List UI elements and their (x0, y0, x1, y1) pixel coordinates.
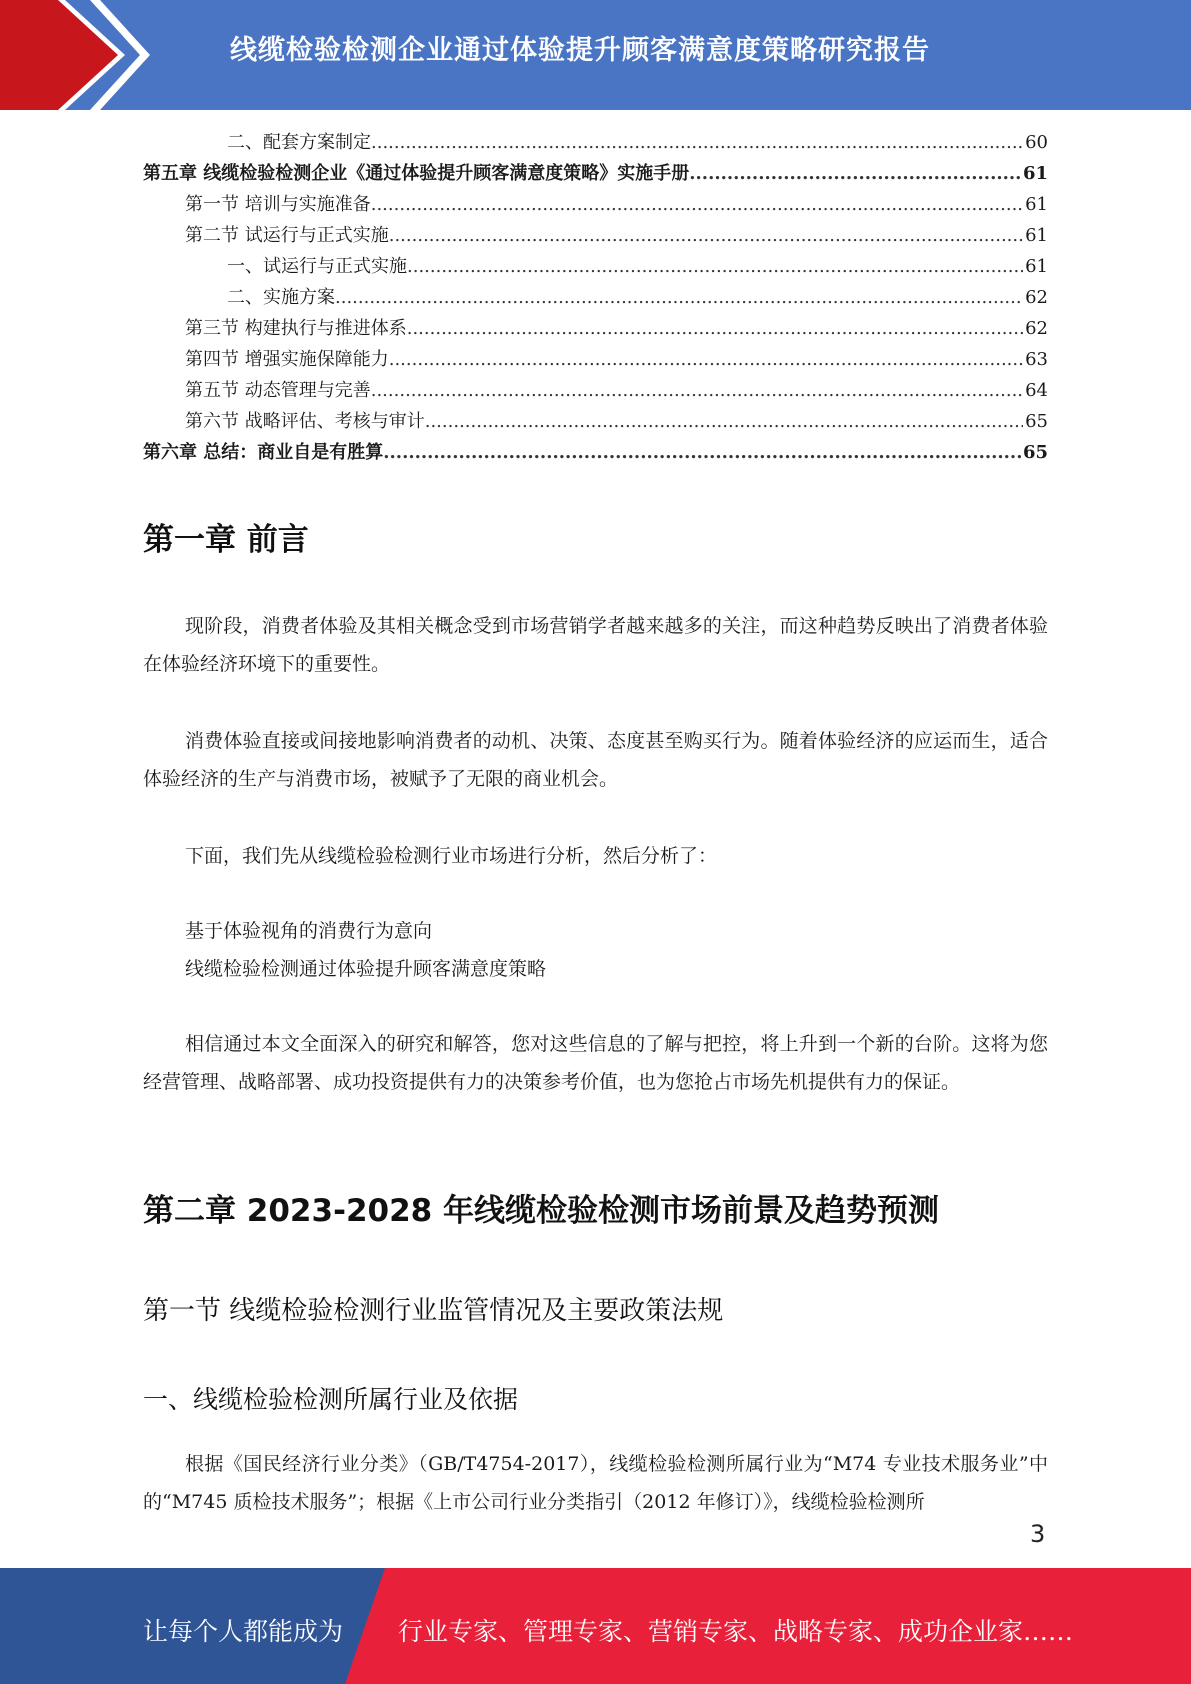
chapter2-section1-heading: 第一节 线缆检验检测行业监管情况及主要政策法规 (143, 1296, 724, 1326)
toc-entry-label: 第三节 构建执行与推进体系 (185, 318, 407, 339)
toc-entry-label: 第四节 增强实施保障能力 (185, 349, 389, 370)
toc-entry[interactable] (143, 283, 1048, 314)
toc-entry-page: 63 (1025, 349, 1048, 370)
chapter2-paragraph-1: 根据《国民经济行业分类》（GB/T4754-2017），线缆检验检测所属行业为“M74 专业技术服务业”中的“M745 质检技术服务”；根据《上市公司行业分类指引（2012 年修订）》，线缆检验检测所 (143, 1453, 1048, 1513)
chapter2-subsection1-heading: 一、线缆检验检测所属行业及依据 (143, 1385, 519, 1414)
toc-entry[interactable] (143, 376, 1048, 407)
toc-entry-label: 第二节 试运行与正式实施 (185, 225, 389, 246)
toc-entry[interactable] (143, 221, 1048, 252)
toc-entry-page: 60 (1025, 132, 1048, 153)
toc-entry-page: 65 (1025, 411, 1048, 432)
toc-entry-label: 二、配套方案制定 (227, 132, 371, 153)
report-title: 线缆检验检测企业通过体验提升顾客满意度策略研究报告 (230, 35, 930, 66)
toc-entry[interactable] (143, 314, 1048, 345)
toc-entry-label: 一、试运行与正式实施 (227, 256, 407, 277)
toc-entry[interactable] (143, 438, 1048, 469)
chapter2-heading: 第二章 2023-2028 年线缆检验检测市场前景及趋势预测 (143, 1193, 940, 1229)
page-number: 3 (1030, 1520, 1046, 1548)
page-header (0, 0, 1191, 110)
toc-entry-page: 64 (1025, 380, 1048, 401)
page-footer (0, 1568, 1191, 1684)
footer-slogan-left: 让每个人都能成为 (143, 1617, 344, 1646)
table-of-contents (143, 128, 1048, 469)
toc-entry-label: 第六章 总结：商业自是有胜算 (143, 442, 384, 463)
toc-entry-label: 二、实施方案 (227, 287, 335, 308)
chapter1-list-item-1: 基于体验视角的消费行为意向 (185, 920, 433, 942)
toc-entry-page: 61 (1025, 256, 1048, 277)
chapter1-heading: 第一章 前言 (143, 522, 309, 558)
chapter1-paragraph-4: 相信通过本文全面深入的研究和解答，您对这些信息的了解与把控，将上升到一个新的台阶。这将为您经营管理、战略部署、成功投资提供有力的决策参考价值，也为您抢占市场先机提供有力的保证。 (143, 1033, 1048, 1093)
toc-entry[interactable] (143, 159, 1048, 190)
header-chevron-shape (0, 0, 160, 110)
toc-entry[interactable] (143, 345, 1048, 376)
toc-entry-page: 62 (1025, 318, 1048, 339)
toc-entry-page: 65 (1022, 442, 1048, 463)
toc-entry-label: 第五节 动态管理与完善 (185, 380, 371, 401)
toc-entry-page: 61 (1022, 163, 1048, 184)
chapter1-paragraph-2: 消费体验直接或间接地影响消费者的动机、决策、态度甚至购买行为。随着体验经济的应运而生，适合体验经济的生产与消费市场，被赋予了无限的商业机会。 (143, 730, 1048, 790)
chapter1-paragraph-3: 下面，我们先从线缆检验检测行业市场进行分析，然后分析了： (185, 845, 718, 867)
toc-entry-label: 第五章 线缆检验检测企业《通过体验提升顾客满意度策略》实施手册 (143, 163, 690, 184)
toc-entry[interactable] (143, 252, 1048, 283)
toc-entry-page: 61 (1025, 225, 1048, 246)
toc-entry-label: 第一节 培训与实施准备 (185, 194, 371, 215)
toc-entry-label: 第六节 战略评估、考核与审计 (185, 411, 425, 432)
chapter1-paragraph-1: 现阶段，消费者体验及其相关概念受到市场营销学者越来越多的关注，而这种趋势反映出了消费者体验在体验经济环境下的重要性。 (143, 615, 1048, 675)
toc-entry[interactable] (143, 128, 1048, 159)
toc-entry-page: 62 (1025, 287, 1048, 308)
toc-entry-page: 61 (1025, 194, 1048, 215)
footer-slogan-right: 行业专家、管理专家、营销专家、战略专家、成功企业家…… (398, 1617, 1074, 1646)
chapter1-list-item-2: 线缆检验检测通过体验提升顾客满意度策略 (185, 958, 547, 980)
toc-entry[interactable] (143, 407, 1048, 438)
toc-entry[interactable] (143, 190, 1048, 221)
